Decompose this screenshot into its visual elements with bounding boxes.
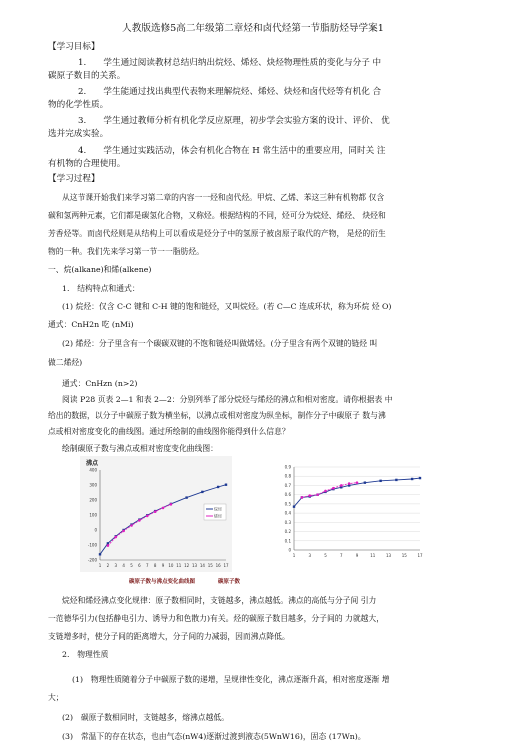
data-point bbox=[99, 553, 101, 555]
data-point bbox=[364, 481, 366, 483]
goal-line: 1. 学生通过阅读教材总结归纳出烷烃、烯烃、炔烃物理性质的变化与分子 中 bbox=[78, 58, 382, 68]
x-tick-label: 2 bbox=[106, 563, 110, 568]
data-point bbox=[340, 484, 343, 487]
y-tick-label: 200 bbox=[89, 497, 97, 503]
sub-heading: 2. 物理性质 bbox=[62, 650, 109, 659]
y-tick-label: 0.3 bbox=[284, 519, 291, 525]
x-tick-label: 11 bbox=[370, 553, 376, 558]
goal-line: 物的化学性质。 bbox=[48, 100, 109, 110]
x-tick-label: 11 bbox=[176, 563, 182, 568]
x-tick-label: 9 bbox=[355, 553, 359, 558]
y-tick-label: 0.9 bbox=[284, 464, 291, 470]
prop-line: (1) 物理性质随着分子中碳原子数的递增，呈规律性变化，沸点逐渐升高，相对密度逐渐 增 bbox=[72, 675, 390, 684]
x-tick-label: 13 bbox=[191, 563, 198, 568]
alkane-line: (1) 烷烃：仅含 C-C 键和 C-H 键的饱和链烃，又叫烷烃。(若 C—C 连成环状，称为环烷 烃 O) bbox=[62, 302, 392, 311]
read-line: 给出的数据，以分子中碳原子数为横坐标，以沸点或相对密度为纵坐标，制作分子中碳原子 数与沸 bbox=[48, 411, 386, 420]
data-point bbox=[316, 493, 319, 496]
data-point bbox=[324, 490, 327, 493]
data-point bbox=[411, 478, 413, 480]
y-tick-label: -100 bbox=[87, 542, 97, 548]
chart1-xlabel: 碳原子数 bbox=[218, 579, 241, 585]
y-tick-label: 0.8 bbox=[284, 473, 291, 479]
legend-label: 烯烃 bbox=[214, 513, 222, 519]
goals-heading: 【学习目标】 bbox=[48, 42, 100, 52]
x-tick-label: 3 bbox=[114, 563, 118, 568]
y-tick-label: 300 bbox=[89, 482, 97, 488]
x-tick-label: 15 bbox=[207, 563, 213, 568]
data-point bbox=[225, 484, 227, 486]
intro-line: 碳和氢两种元素，它们都是碳氢化合物，又称烃。根据结构的不同，烃可分为烷烃、烯烃、 炔烃和 bbox=[48, 211, 386, 220]
y-tick-label: -200 bbox=[87, 557, 97, 563]
after-line: 烷烃和烯烃沸点变化规律：原子数相同时，支链越多，沸点越低。沸点的高低与分子间 引力 bbox=[62, 596, 377, 605]
data-point bbox=[138, 519, 141, 522]
data-point bbox=[130, 524, 133, 527]
data-point bbox=[162, 507, 165, 510]
x-tick-label: 1 bbox=[98, 563, 102, 568]
data-point bbox=[154, 510, 157, 513]
data-point bbox=[185, 496, 187, 498]
y-tick-label: 0.6 bbox=[284, 492, 291, 498]
intro-line: 芳香烃等。而卤代烃则是从结构上可以看成是烃分子中的氢原子被卤原子取代的产物， 是烃的衍生 bbox=[48, 229, 386, 238]
alkene-formula: 通式：CnHzn (n>2) bbox=[62, 379, 138, 388]
data-point bbox=[356, 481, 359, 484]
sub-heading: 1. 结构特点和通式： bbox=[62, 284, 140, 293]
data-point bbox=[379, 480, 381, 482]
data-point bbox=[348, 482, 351, 485]
y-tick-label: 0.4 bbox=[284, 510, 291, 516]
data-point bbox=[114, 536, 117, 539]
data-point bbox=[395, 479, 397, 481]
goal-line: 选并完成实验。 bbox=[48, 129, 109, 139]
prop-line: (3) 常温下的存在状态，也由气态(nW4)逐渐过渡到液态(5WnW16)，固态 (17Wn)。 bbox=[62, 732, 366, 741]
data-point bbox=[170, 503, 173, 506]
y-tick-label: 0.1 bbox=[284, 538, 291, 544]
page-title: 人教版选修5高二年级第二章烃和卤代烃第一节脂肪烃导学案1 bbox=[122, 23, 384, 34]
draw-label: 绘制碳原子数与沸点或相对密度变化曲线图： bbox=[62, 444, 218, 453]
alkane-line: 通式：CnH2n 吃 (nMi) bbox=[48, 320, 134, 329]
y-tick-label: 100 bbox=[89, 512, 97, 518]
x-tick-label: 14 bbox=[199, 563, 205, 568]
chart1-title: 碳原子数与沸点变化曲线图 bbox=[129, 579, 196, 585]
x-tick-label: 16 bbox=[215, 563, 221, 568]
x-tick-label: 1 bbox=[292, 553, 296, 558]
x-tick-label: 12 bbox=[184, 563, 190, 568]
x-tick-label: 9 bbox=[161, 563, 165, 568]
goal-line: 3. 学生通过教师分析有机化学反应原理，初步学会实验方案的设计、评价、 优 bbox=[78, 116, 390, 126]
intro-line: 从这节课开始我们来学习第二章的内容一一烃和卤代烃。甲烷、乙烯、苯这三种有机物都 仅含 bbox=[62, 193, 385, 202]
data-point bbox=[107, 544, 110, 547]
data-point bbox=[217, 486, 219, 488]
y-tick-label: 400 bbox=[89, 467, 97, 473]
y-tick-label: 0 bbox=[94, 527, 97, 533]
legend-label: 烷烃 bbox=[214, 506, 222, 512]
series-line bbox=[108, 504, 171, 545]
density-svg bbox=[282, 462, 424, 562]
y-axis-label: 沸点 bbox=[86, 460, 99, 467]
alkene-line: 做二烯烃) bbox=[48, 358, 83, 367]
density-chart bbox=[282, 462, 424, 562]
data-point bbox=[301, 496, 304, 499]
data-point bbox=[146, 515, 149, 518]
goal-line: 2. 学生能通过找出典型代表物来理解烷烃、烯烃、炔烃和卤代烃等有机化 合 bbox=[78, 87, 382, 97]
data-point bbox=[308, 494, 311, 497]
boiling-point-svg bbox=[80, 456, 232, 572]
section-heading: 一、烷(alkane)和烯(alkene) bbox=[48, 265, 152, 274]
prop-line: 大； bbox=[48, 693, 64, 702]
read-line: 点或相对密度变化的曲线图。通过所绘制的曲线图你能得到什么信息？ bbox=[48, 427, 290, 436]
x-tick-label: 13 bbox=[385, 553, 392, 558]
after-line: 支链增多时，使分子间的距离增大，分子间的力减弱，因而沸点降低。 bbox=[48, 632, 290, 641]
data-point bbox=[419, 477, 421, 479]
data-point bbox=[332, 487, 335, 490]
y-tick-label: 0.2 bbox=[284, 529, 291, 535]
process-heading: 【学习过程】 bbox=[48, 174, 100, 184]
y-tick-label: 0.7 bbox=[284, 482, 291, 488]
data-point bbox=[201, 491, 203, 493]
x-tick-label: 6 bbox=[138, 563, 141, 568]
goal-line: 4. 学生通过实践活动，体会有机化合物在 H 常生活中的重要应用，同时关 注 bbox=[78, 146, 386, 156]
x-tick-label: 3 bbox=[308, 553, 312, 558]
goal-line: 有机物的合理使用。 bbox=[48, 159, 126, 169]
intro-line: 物的一种。我们先来学习第一节一一脂肪烃。 bbox=[48, 247, 204, 256]
x-tick-label: 17 bbox=[223, 563, 229, 568]
prop-line: (2) 碳原子数相同时，支链越多，熔沸点越低。 bbox=[62, 713, 229, 722]
read-line: 阅读 P28 页表 2—1 和表 2—2：分别列举了部分烷烃与烯烃的沸点和相对密度。请你根据表 中 bbox=[62, 395, 393, 404]
alkene-line: (2) 烯烃：分子里含有一个碳碳双键的不饱和链烃叫做烯烃。(分子里含有两个双键的链烃 叫 bbox=[62, 339, 378, 348]
y-tick-label: 0 bbox=[288, 547, 291, 553]
data-point bbox=[122, 530, 125, 533]
x-tick-label: 15 bbox=[401, 553, 407, 558]
x-tick-label: 5 bbox=[130, 563, 133, 568]
x-tick-label: 17 bbox=[417, 553, 423, 558]
boiling-point-chart bbox=[80, 456, 232, 572]
x-tick-label: 4 bbox=[122, 563, 125, 568]
after-line: 一范德华引力(包括静电引力、诱导力和色散力)有关。烃的碳原子数目越多，分子间的 力就越大， bbox=[48, 614, 385, 623]
x-tick-label: 5 bbox=[324, 553, 327, 558]
goal-line: 碳原子数目的关系。 bbox=[48, 71, 126, 81]
y-tick-label: 0.5 bbox=[284, 501, 291, 507]
x-tick-label: 8 bbox=[153, 563, 157, 568]
data-point bbox=[293, 505, 295, 507]
x-tick-label: 10 bbox=[168, 563, 174, 568]
x-tick-label: 7 bbox=[145, 563, 149, 568]
x-tick-label: 7 bbox=[339, 553, 343, 558]
